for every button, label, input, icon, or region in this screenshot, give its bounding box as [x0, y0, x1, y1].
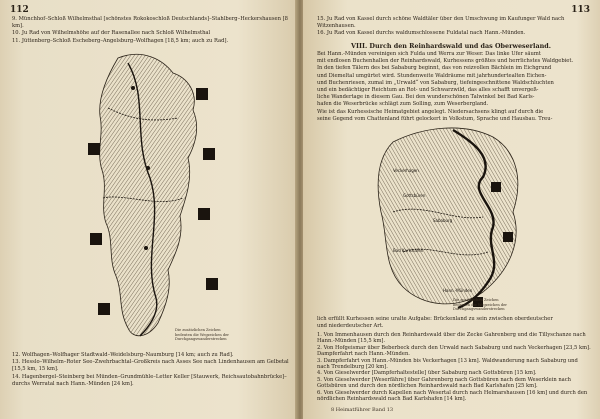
list-item: 6. Von Gieselwerder durch Kapellen nach Wesertal durch nach Helmarshausen [16 km] und durch den nördlichen Reinhardswald nach Bad Karlshafen [14 km].: [317, 389, 588, 403]
list-item: 5. Von Gieselwerder [Weserfähre] über Gahrenberg nach Gottsbüren nach dem Weserklein nach Gottsbüren und durch den nördlichen Reinhardswald nach Bad Karlshafen [25 km].: [317, 376, 572, 390]
list-item: 9. Münchhof–Schloß Wilhelmsthal [schönstes Rokokoschloß Deutschlands]–Stahlberg–Heckershausen [8 km].: [12, 16, 288, 30]
map-label: Bad Karlshafen: [393, 248, 424, 253]
text-line: Wie ist das Kurhessische Heimatgebiet angelegt. Niedersachsens klingt auf durch die: [317, 108, 544, 115]
right-map-caption: Die zusätzlichen Zeichen bedeuten die Wegzeichen der Durchgangswanderstrecken: [453, 298, 507, 312]
route-marker-icon: [196, 88, 208, 100]
text-line: und Buchenriesen, zumal im „Urwald“ von Sababurg, tiefeingeschnittene Waldschluchten: [317, 79, 554, 86]
list-item: 1. Von Immenhausen durch den Reinhardswald über die Zecke Gahrenberg und die Tillyschanze nach Hann.-Münden [15,5 km].: [317, 332, 586, 345]
list-item: 11. Jüttenberg–Schloß Escheberg–Angelsburg–Wolfhagen [18,5 km; auch zu Rad].: [12, 37, 229, 44]
right-numbered-list: [317, 332, 592, 402]
route-marker-icon: [90, 233, 102, 245]
list-item: 4. Von Gieselwerder [Dampferhaltestelle] über Sababurg nach Gottsbüren [15 km].: [317, 370, 537, 377]
right-top-text: [317, 16, 592, 38]
left-page-number: 112: [10, 5, 29, 15]
route-marker-icon: [198, 208, 210, 220]
list-item: 16. Ju Rad von Kassel durchs waldumschlossene Fuldatal nach Hann.-Münden.: [317, 30, 526, 37]
text-line: und ein bedächtiger Reichtum an Rot- und Schwarzwild, das alles schafft unvergeß-: [317, 87, 539, 94]
left-map-caption: Die zusätzlichen Zeichen bedeuten die Wegzeichen der Durchgangswanderstrecken: [175, 328, 229, 342]
text-line: seine Gegend vom Chattenland führt gelockert in Volkstum, Sprache und Hausbau. Treu-: [317, 115, 553, 122]
list-item: 13. Hesslo–Wilhelm–Roter See–Zwehrbachtal–Großkreis nach Asses See nach Lindenhausen am Gelbetal [15,5 km, 15 km].: [12, 359, 289, 373]
page-footer: 8 Heimatführer Band 13: [331, 407, 394, 413]
map-label: Gottsbüren: [403, 193, 426, 198]
text-line: hafen die Weserbrücke schlägt zum Solling, zum Weserbergland.: [317, 101, 489, 108]
route-marker-icon: [206, 278, 218, 290]
route-marker-icon: [203, 148, 215, 160]
list-item: 3. Dampferfahrt von Hann.-Münden bis Veckerhagen [13 km]. Waldwanderung nach Sababurg und nach Trendelburg [20 km].: [317, 357, 578, 371]
text-line: lich erfüllt Kurhessen seine uralte Aufgabe: Brückenland zu sein zwischen oberdeutscher: [317, 316, 553, 322]
route-marker-icon: [98, 303, 110, 315]
map-label: Sababurg: [433, 218, 453, 223]
text-line: liche Wandertage in diesem Gau. Bei den wunderschönen Talwinkel bei Bad Karls-: [317, 94, 535, 101]
left-route-map: [88, 48, 233, 348]
text-line: Bei Hann.-Münden vereinigen sich Fulda und Werra zur Weser. Das linke Ufer säumt: [317, 51, 541, 57]
map-label: Hann.-Münden: [443, 288, 473, 293]
list-item: 2. Von Hofgeismar über Beberbeck durch den Urwald nach Sababurg und nach Veckerhagen [23,5 km]. Dampferfahrt nach Hann.-Münden.: [317, 344, 591, 358]
map-label: Veckerhagen: [393, 168, 419, 173]
section-title: VIII. Durch den Reinhardswald und das Oberweserland.: [351, 42, 551, 50]
right-page: [303, 0, 600, 419]
left-top-text: [12, 16, 292, 45]
left-page: [0, 0, 297, 419]
list-item: 10. Ju Rad von Wilhelmshöhe auf der Rasenallee nach Schloß Wilhelmsthal: [12, 30, 211, 37]
right-after-text: [317, 316, 592, 330]
text-line: und niederdeutscher Art.: [317, 323, 384, 330]
list-item: 15. Ju Rad von Kassel durch schöne Waldtäler über den Umschwung im Kaufunger Wald nach Witzenhausen.: [317, 16, 565, 30]
right-route-map: [373, 122, 533, 312]
right-page-number: 113: [571, 5, 590, 15]
route-marker-icon: [88, 143, 100, 155]
list-item: 14. Hagenbergel–Steinberg bei Münden–Grundmühle–Letter Keller [Stauwerk, Reichsautobahnbrücke]–durchs Werratal nach Hann.-Münden [24 km].: [12, 373, 287, 387]
list-item: 12. Wolfhagen–Wolfhager Stadtwald–Weidelsburg–Naumburg [14 km; auch zu Rad].: [12, 352, 234, 358]
route-marker-icon: [491, 182, 501, 192]
left-bottom-text: [12, 352, 292, 388]
route-marker-icon: [503, 232, 513, 242]
text-line: In den tiefen Tälern des bei Sababurg beginnt, das von reizvollen Bächlein im Eichgrund: [317, 65, 552, 72]
right-intro-text: [317, 51, 592, 123]
text-line: mit endlosen Buchenhallen der Reinhardswald, Kurhessens größtes und herrlichstes Waldgebiet.: [317, 58, 574, 65]
text-line: und Diemeltal umgürtet wird. Stundenweite Waldräume mit jahrhundertealten Eichen-: [317, 72, 547, 79]
